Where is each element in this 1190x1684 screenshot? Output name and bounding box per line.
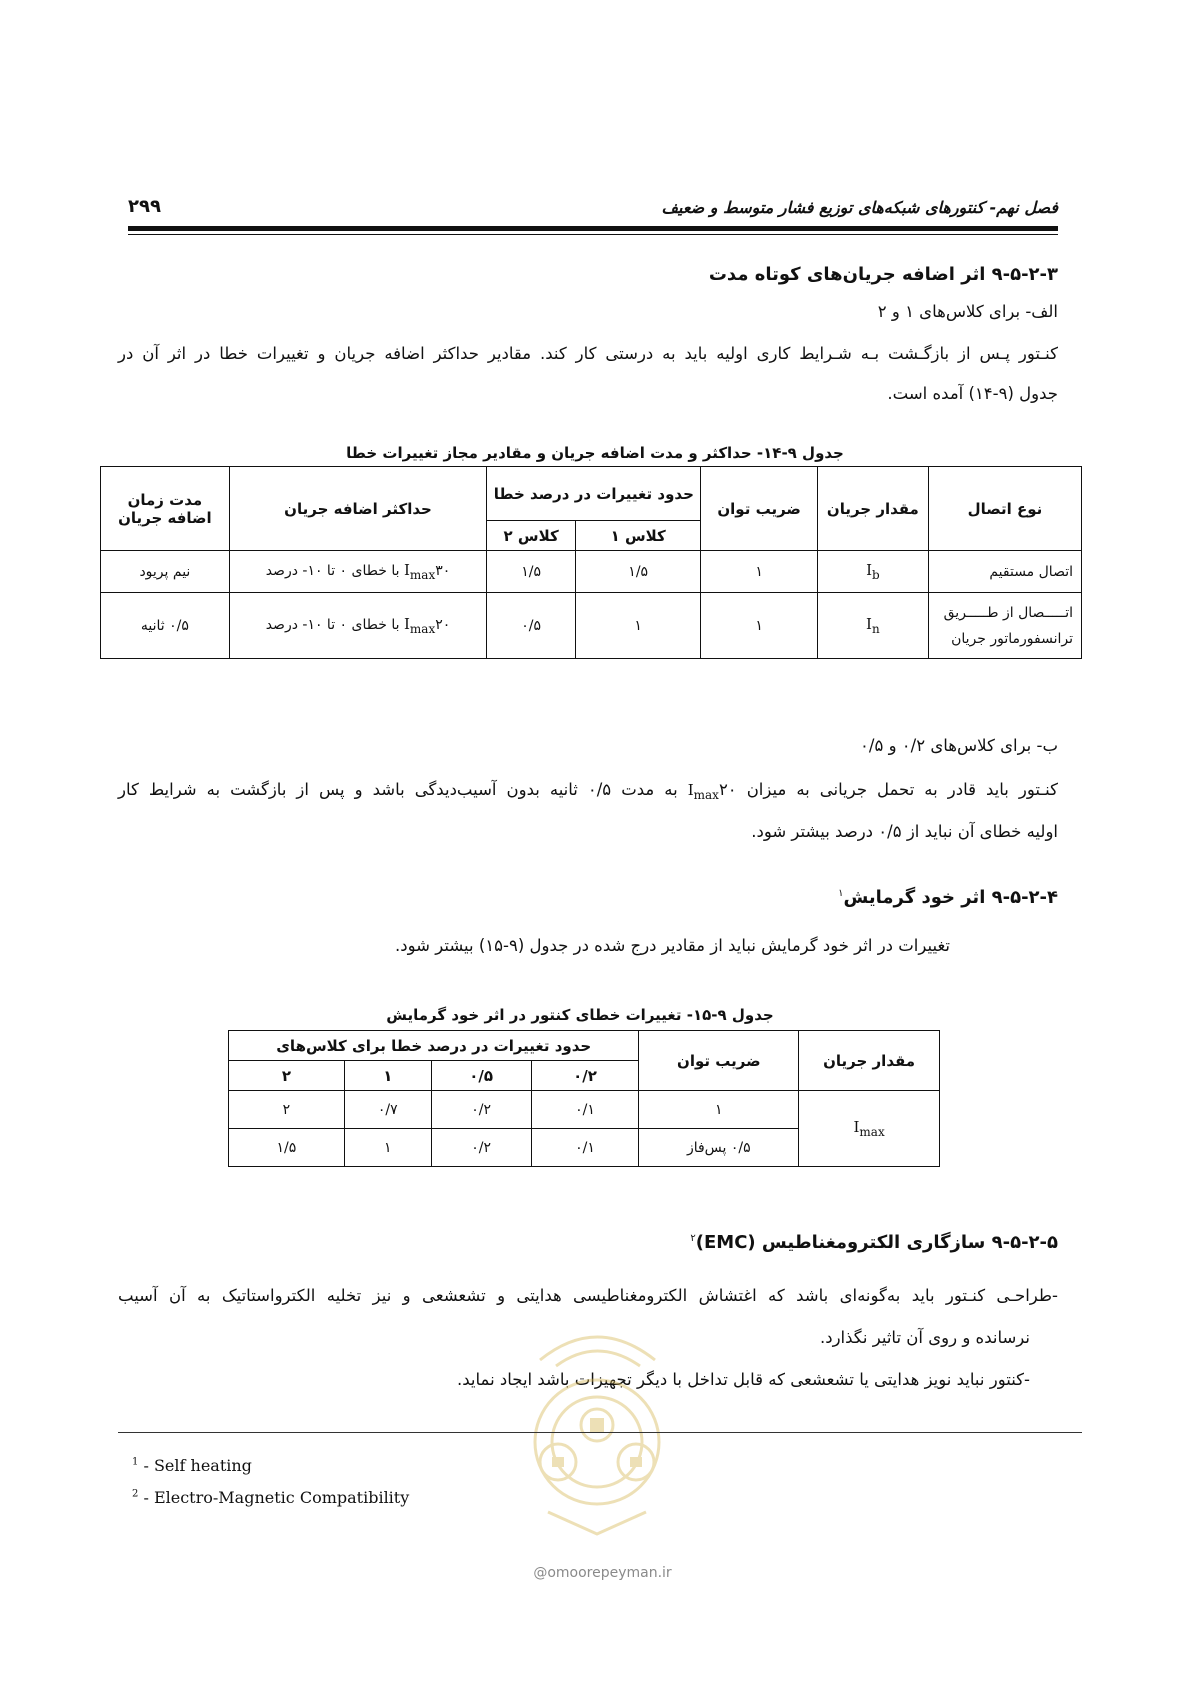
footnote-1 [132,1456,252,1475]
cell-max-overcurrent [229,593,486,659]
inline-subscript: max [693,788,719,802]
overcurrent-factor: ۳۰ [435,563,451,579]
connection-text: اتصال مستقیم [989,563,1073,580]
header-class-2: کلاس ۲ [487,521,576,551]
current-subscript: max [859,1125,885,1139]
overcurrent-text: با خطای ۰ تا ۱۰- درصد [265,617,400,633]
bullet-line: -طراحـی کنـتور باید به‌گونه‌ای باشد که اغتشاش الکترومغناطیسی هدایتی و تشعشعی و نیز تخلیه الکترواستاتیک به آن آسیب [118,1286,1058,1305]
cell-current [817,593,928,659]
self-heating-table [228,1030,940,1167]
cell-class-1: ۱ [344,1129,431,1167]
cell-max-overcurrent [229,551,486,593]
overcurrent-symbol: I [403,561,410,579]
header-current: مقدار جریان [817,467,928,551]
header-error-limits: حدود تغییرات در درصد خطا برای کلاس‌های [229,1031,639,1061]
header-error-limits: حدود تغییرات در درصد خطا [487,467,701,521]
table-row [101,593,1082,659]
cell-class-0-2: ۰/۱ [531,1129,639,1167]
header-class-1: کلاس ۱ [575,521,700,551]
footnote-text: - Electro-Magnetic Compatibility [138,1488,410,1507]
paragraph-line: جدول (۹-۱۴) آمده است. [887,384,1058,403]
table-row [229,1091,940,1129]
inline-symbol: I [687,781,694,799]
header-max-overcurrent: حداکثر اضافه جریان [229,467,486,551]
footnote-2 [132,1488,409,1507]
cell-power-factor: ۱ [701,593,818,659]
header-power-factor: ضریب توان [639,1031,799,1091]
heading-text: ۹-۵-۲-۴ اثر خود گرمایش [843,887,1058,908]
header-power-factor: ضریب توان [701,467,818,551]
bullet-line-continued: نرسانده و روی آن تاثیر نگذارد. [820,1328,1030,1347]
overcurrent-subscript: max [409,568,436,582]
header-class-2: ۲ [229,1061,345,1091]
section-heading-self-heating [838,887,1058,908]
paragraph-line: کنـتور پـس از بازگـشت بـه شـرایط کاری اولیه باید به درستی کار کند. مقادیر حداکثر اضافه جریان و تغییرات خطا در اثر آن در [118,344,1058,363]
overcurrent-factor: ۲۰ [435,617,451,633]
header-current: مقدار جریان [799,1031,940,1091]
current-symbol: I [853,1118,860,1136]
cell-current [799,1091,940,1167]
header-class-0-2: ۰/۲ [531,1061,639,1091]
cell-class-2: ۲ [229,1091,345,1129]
header-rule-thick [128,226,1058,231]
current-subscript: b [872,568,880,582]
cell-class-1: ۱ [575,593,700,659]
paragraph-line: تغییرات در اثر خود گرمایش نباید از مقادیر درج شده در جدول (۹-۱۵) بیشتر شود. [395,936,950,955]
overcurrent-symbol: I [403,615,410,633]
header-class-0-5: ۰/۵ [431,1061,531,1091]
footnote-number: 2 [132,1488,139,1500]
current-symbol: I [866,615,872,633]
cell-current [817,551,928,593]
cell-duration: نیم پریود [101,551,230,593]
header-rule-thin [128,234,1058,235]
cell-class-0-5: ۰/۲ [431,1129,531,1167]
cell-class-0-2: ۰/۱ [531,1091,639,1129]
table-row [101,551,1082,593]
watermark-url: @omoorepeyman.ir [533,1565,672,1581]
table-caption: جدول ۹-۱۴- حداکثر و مدت اضافه جریان و مقادیر مجاز تغییرات خطا [346,444,844,462]
table-caption: جدول ۹-۱۵- تغییرات خطای کنتور در اثر خود گرمایش [386,1006,774,1024]
cell-class-1: ۰/۷ [344,1091,431,1129]
cell-connection [928,593,1081,659]
subsection-a-label: الف- برای کلاس‌های ۱ و ۲ [877,302,1058,321]
bullet-line: -کنتور نباید نویز هدایتی یا تشعشعی که قابل تداخل با دیگر تجهیزات باشد ایجاد نماید. [457,1370,1030,1389]
footnote-text: - Self heating [138,1456,252,1475]
cell-connection [928,551,1081,593]
paragraph-line [118,780,1058,802]
subsection-b-label: ب- برای کلاس‌های ۰/۲ و ۰/۵ [860,736,1058,755]
overcurrent-text: با خطای ۰ تا ۱۰- درصد [265,563,400,579]
connection-text: اتـــــصال از طـــــریق [943,604,1073,621]
cell-power-factor: ۱ [701,551,818,593]
section-heading-emc [690,1232,1058,1253]
header-class-1: ۱ [344,1061,431,1091]
paragraph-line: اولیه خطای آن نباید از ۰/۵ درصد بیشتر شود. [751,822,1058,841]
paragraph-segment: به مدت ۰/۵ ثانیه بدون آسیب‌دیدگی باشد و پس از بازگشت به شرایط کار [118,780,678,799]
overcurrent-subscript: max [409,622,436,636]
running-header-title: فصل نهم- کنتورهای شبکه‌های توزیع فشار متوسط و ضعیف [661,198,1058,217]
watermark-seal [500,1322,695,1547]
cell-class-2: ۱/۵ [229,1129,345,1167]
cell-class-2: ۰/۵ [487,593,576,659]
cell-duration: ۰/۵ ثانیه [101,593,230,659]
inline-factor: ۲۰ [718,780,737,799]
section-heading-short-overcurrent: ۹-۵-۲-۳ اثر اضافه جریان‌های کوتاه مدت [708,264,1058,285]
footnote-marker: ۱ [838,888,844,899]
overcurrent-table [100,466,1082,659]
header-duration: مدت زمان اضافه جریان [101,467,230,551]
cell-class-1: ۱/۵ [575,551,700,593]
current-symbol: I [866,561,872,579]
cell-power-factor: ۱ [639,1091,799,1129]
connection-text-line2: ترانسفورماتور جریان [951,630,1073,647]
footnote-number: 1 [132,1456,139,1468]
footnote-marker: ۲ [690,1233,696,1244]
footnote-rule [118,1432,1082,1433]
cell-class-2: ۱/۵ [487,551,576,593]
page-number: ۲۹۹ [128,196,161,217]
cell-power-factor: ۰/۵ پس‌فاز [639,1129,799,1167]
header-connection: نوع اتصال [928,467,1081,551]
cell-class-0-5: ۰/۲ [431,1091,531,1129]
heading-text: ۹-۵-۲-۵ سازگاری الکترومغناطیس (EMC) [695,1232,1058,1253]
current-subscript: n [871,622,880,636]
paragraph-segment: کنـتور باید قادر به تحمل جریانی به میزان [746,780,1058,799]
